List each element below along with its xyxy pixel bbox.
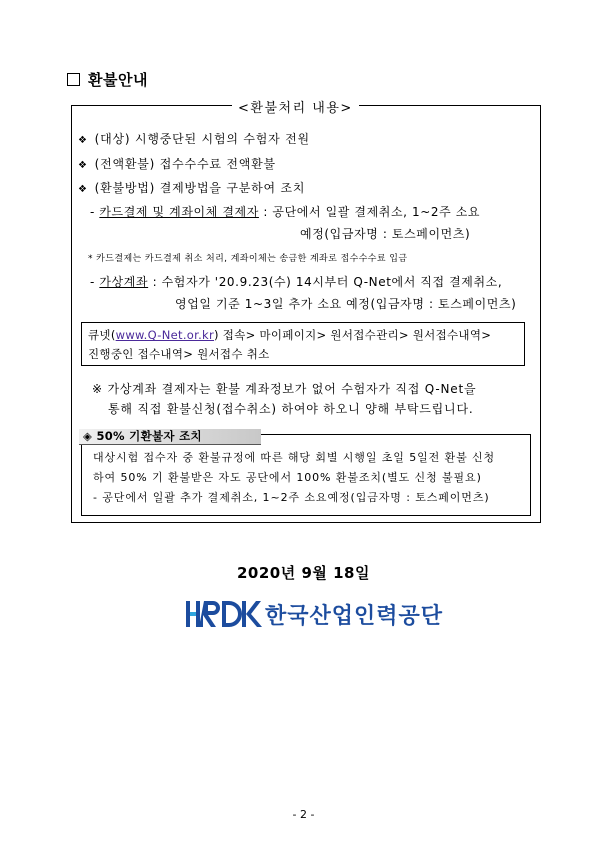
document-date: 2020년 9월 18일 xyxy=(237,564,370,582)
bullet-text: (대상) 시행중단된 시험의 수험자 전원 xyxy=(94,132,310,146)
hrdk-logo xyxy=(184,597,264,633)
virtual-account-label: 가상계좌 xyxy=(99,275,149,289)
section-heading xyxy=(67,69,148,90)
warning-line1: ※ 가상계좌 결제자는 환불 계좌정보가 없어 수험자가 직접 Q-Net을 xyxy=(92,382,477,396)
virtual-account-cont: 영업일 기준 1~3일 추가 소요 예정(입금자명 : 토스페이먼츠) xyxy=(175,297,517,311)
bullet-item xyxy=(78,130,310,147)
virtual-account-text: : 수험자가 '20.9.23(수) 14시부터 Q-Net에서 직접 결제취소, xyxy=(152,275,503,289)
bullet-item xyxy=(78,179,305,196)
half-refund-line: 대상시험 접수자 중 환불규정에 따른 해당 회별 시행일 초일 5일전 환불 신청 xyxy=(93,451,496,464)
bullet-text: (전액환불) 접수수수료 전액환불 xyxy=(94,157,276,171)
card-payment-text: : 공단에서 일괄 결제취소, 1~2주 소요 xyxy=(263,205,481,219)
card-payment-label: 카드결제 및 계좌이체 결제자 xyxy=(99,205,259,219)
half-refund-line: 하여 50% 기 환불받은 자도 공단에서 100% 환불조치(별도 신청 불필요) xyxy=(93,471,482,484)
half-refund-line: - 공단에서 일괄 추가 결제취소, 1~2주 소요예정(입금자명 : 토스페이먼츠) xyxy=(93,491,490,504)
diamond-bullet-icon: ❖ xyxy=(78,135,88,146)
payment-note: * 카드결제는 카드결제 취소 처리, 계좌이체는 송금한 계좌로 접수수수료 입금 xyxy=(88,254,408,264)
page-number: - 2 - xyxy=(292,808,315,821)
diamond-bullet-icon: ❖ xyxy=(78,184,88,195)
diamond-bullet-icon: ❖ xyxy=(78,160,88,171)
card-payment-line: - 카드결제 및 계좌이체 결제자 : 공단에서 일괄 결제취소, 1~2주 소요 xyxy=(90,205,481,219)
heading-text: 환불안내 xyxy=(88,71,148,89)
qnet-link[interactable]: www.Q-Net.or.kr xyxy=(115,328,215,342)
bullet-item xyxy=(78,155,276,172)
virtual-account-line: - 가상계좌 : 수험자가 '20.9.23(수) 14시부터 Q-Net에서 직접 결제취소, xyxy=(90,275,503,289)
bullet-text: (환불방법) 결제방법을 구분하여 조치 xyxy=(94,181,306,195)
org-name: 한국산업인력공단 xyxy=(265,604,444,629)
qnet-path-box: 큐넷(www.Q-Net.or.kr) 접속> 마이페이지> 원서접수관리> 원서접수내역> 진행중인 접수내역> 원서접수 취소 xyxy=(81,322,525,366)
half-refund-text xyxy=(93,448,495,508)
box-title: <환불처리 내용> xyxy=(232,97,359,116)
card-payment-cont: 예정(입금자명 : 토스페이먼츠) xyxy=(300,227,471,241)
qnet-path-line2: 진행중인 접수내역> 원서접수 취소 xyxy=(88,347,270,361)
warning-line2: 통해 직접 환불신청(접수취소) 하여야 하오니 양해 부탁드립니다. xyxy=(108,402,474,416)
checkbox-square-icon xyxy=(67,73,80,86)
half-refund-title: ◈ 50% 기환불자 조치 xyxy=(79,429,261,445)
